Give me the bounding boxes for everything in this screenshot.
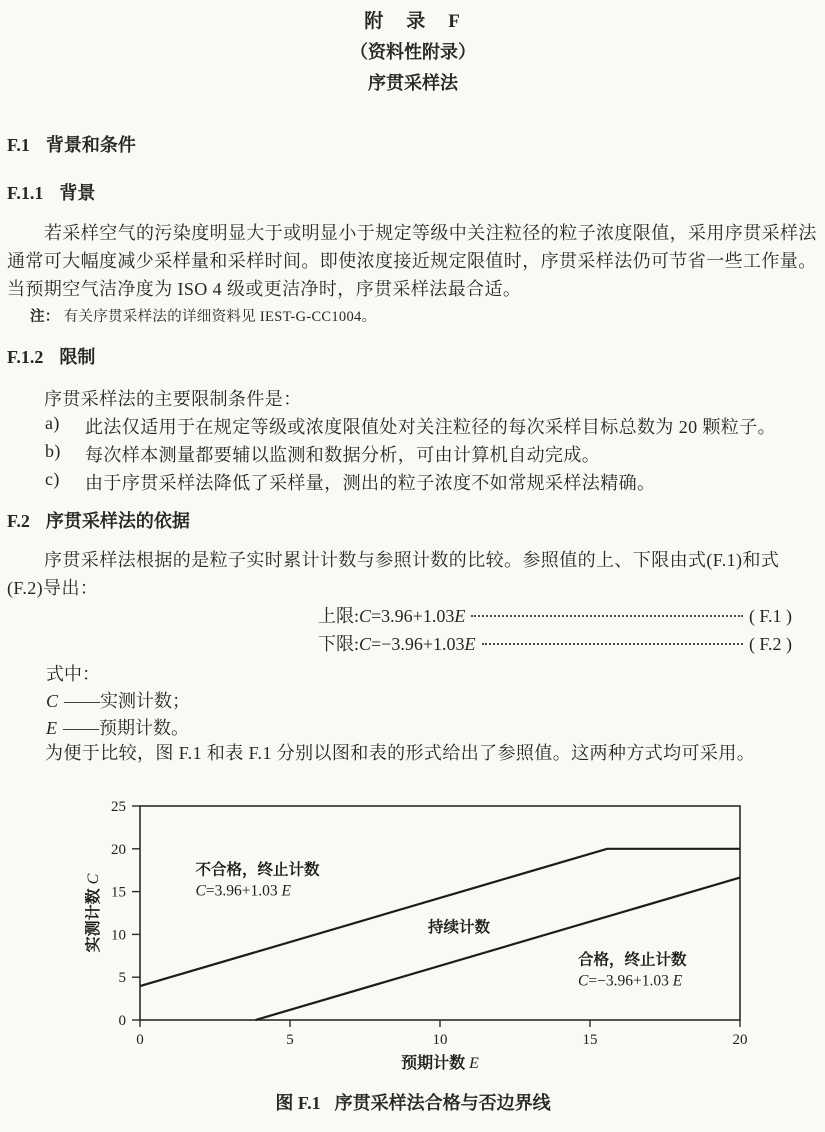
symbol-e: E — [46, 718, 57, 738]
heading-f11-number: F.1.1 — [7, 183, 44, 203]
symbol-definition — [7, 714, 825, 740]
symbol-c-text: ——实测计数； — [64, 691, 191, 711]
list-item — [7, 441, 819, 467]
equation-f2 — [318, 630, 792, 656]
y-axis-label: 实测计数 C — [85, 873, 102, 953]
chart-annotation: 持续计数 — [428, 918, 491, 936]
f11-note — [7, 305, 825, 326]
list-item — [7, 413, 819, 439]
f2-paragraph-line: 序贯采样法根据的是粒子实时累计计数与参照计数的比较。参照值的上、下限由式(F.1)和式 — [44, 550, 780, 570]
equation-f1-number: ( F.1 ) — [748, 606, 792, 626]
heading-f1 — [7, 131, 819, 157]
f2-paragraph-line: (F.2)导出： — [7, 578, 99, 598]
boundary-line — [256, 878, 741, 1020]
x-tick-label: 0 — [136, 1032, 144, 1048]
chart-annotation: C=−3.96+1.03 E — [578, 972, 683, 990]
compare-note: 为便于比较，图 F.1 和表 F.1 分别以图和表的形式给出了参照值。这两种方式均可采用。 — [45, 743, 756, 763]
appendix-name: 序贯采样法 — [368, 73, 458, 93]
chart-annotation: C=3.96+1.03 E — [195, 882, 291, 900]
symbol-definition — [7, 687, 825, 713]
x-tick-label: 20 — [732, 1032, 748, 1048]
figure-caption-number: 图 F.1 — [275, 1093, 321, 1113]
heading-f2-number: F.2 — [7, 511, 30, 531]
y-tick-label: 20 — [111, 841, 126, 858]
equation-f1-body: 上限:C=3.96+1.03E — [318, 606, 466, 626]
appendix-subtitle: （资料性附录） — [350, 42, 476, 62]
equation-f1 — [318, 602, 792, 628]
chart-annotation: 合格，终止计数 — [578, 951, 687, 969]
figure-caption — [7, 1089, 819, 1115]
f11-paragraph-line: 当预期空气洁净度为 ISO 4 级或更洁净时，序贯采样法最合适。 — [7, 279, 522, 299]
y-tick-label: 0 — [118, 1013, 126, 1029]
x-tick-label: 15 — [582, 1032, 598, 1048]
list-marker: b) — [45, 441, 61, 461]
note-label: 注： — [30, 309, 60, 325]
note-text: 有关序贯采样法的详细资料见 IEST-G-CC1004。 — [63, 309, 377, 325]
heading-f12-text: 限制 — [59, 347, 96, 367]
dotted-leader — [471, 615, 743, 617]
equation-f2-number: ( F.2 ) — [748, 634, 792, 654]
equation-f2-body: 下限:C=−3.96+1.03E — [318, 634, 476, 654]
list-text: 由于序贯采样法降低了采样量，测出的粒子浓度不如常规采样法精确。 — [85, 473, 656, 493]
x-tick-label: 10 — [432, 1032, 448, 1048]
heading-f2-text: 序贯采样法的依据 — [45, 511, 190, 531]
heading-f12-number: F.1.2 — [7, 347, 44, 367]
chart-annotation: 不合格，终止计数 — [195, 861, 320, 879]
heading-f11 — [7, 179, 819, 205]
heading-f1-text: 背景和条件 — [45, 135, 136, 155]
f12-intro: 序贯采样法的主要限制条件是： — [44, 389, 302, 409]
x-tick-label: 5 — [286, 1032, 294, 1048]
y-tick-label: 10 — [111, 927, 126, 944]
symbol-e-text: ——预期计数。 — [63, 718, 189, 738]
list-marker: c) — [45, 469, 60, 489]
f11-paragraph-line: 通常可大幅度减少采样量和采样时间。即使浓度接近规定限值时，序贯采样法仍可节省一些工作量。 — [7, 251, 817, 271]
symbol-c: C — [46, 691, 59, 711]
heading-f11-text: 背景 — [59, 183, 96, 203]
where-label: 式中： — [46, 664, 100, 684]
heading-f2 — [7, 507, 819, 533]
y-tick-label: 15 — [111, 884, 126, 901]
heading-f1-number: F.1 — [7, 135, 30, 155]
y-tick-label: 25 — [111, 799, 126, 815]
boundary-chart — [85, 788, 765, 1088]
list-item — [7, 469, 819, 495]
figure-caption-text: 序贯采样法合格与否边界线 — [334, 1093, 551, 1113]
list-marker: a) — [45, 413, 60, 433]
dotted-leader — [482, 643, 743, 645]
appendix-title: 附 录 F — [364, 11, 462, 32]
x-axis-label: 预期计数 E — [401, 1055, 479, 1072]
f11-paragraph-line: 若采样空气的污染度明显大于或明显小于规定等级中关注粒径的粒子浓度限值，采用序贯采样法 — [44, 223, 817, 243]
heading-f12 — [7, 343, 819, 369]
list-text: 此法仅适用于在规定等级或浓度限值处对关注粒径的每次采样目标总数为 20 颗粒子。 — [85, 417, 776, 437]
y-tick-label: 5 — [118, 970, 126, 987]
list-text: 每次样本测量都要辅以监测和数据分析，可由计算机自动完成。 — [85, 445, 601, 465]
